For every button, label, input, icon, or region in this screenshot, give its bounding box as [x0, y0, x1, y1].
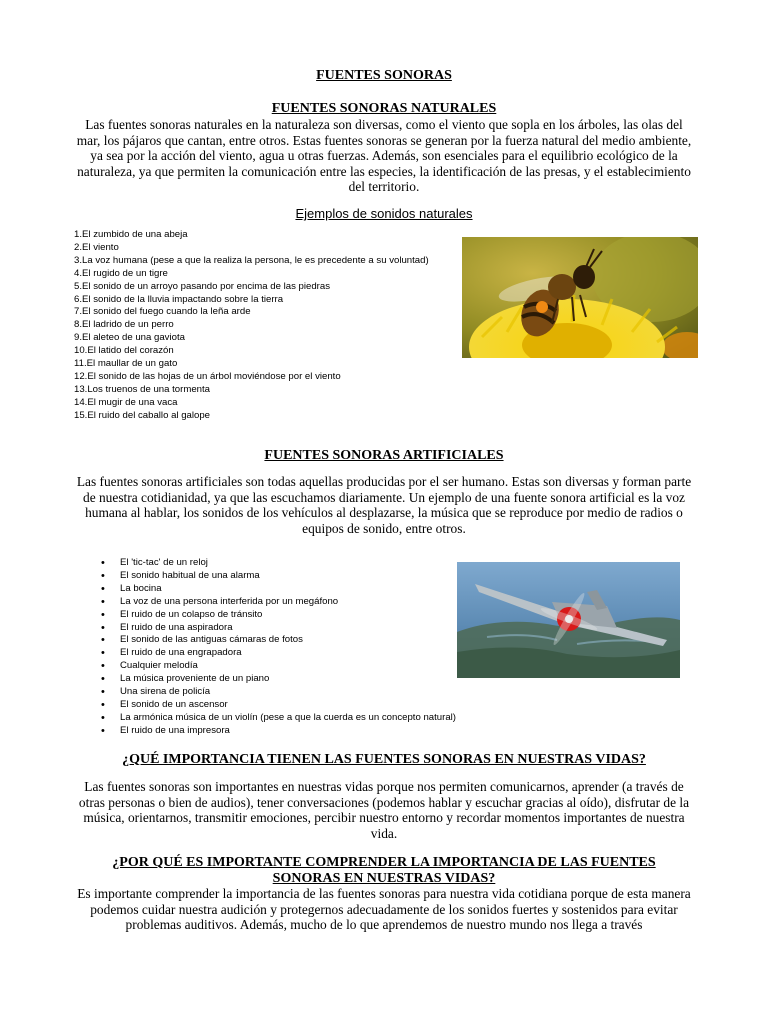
list-item: 10.El latido del corazón	[74, 345, 174, 357]
examples-heading-naturales: Ejemplos de sonidos naturales	[295, 206, 473, 221]
airplane-image	[457, 562, 680, 678]
list-item: • El sonido habitual de una alarma	[120, 570, 520, 583]
list-item: • La voz de una persona interferida por un megáfono	[120, 596, 520, 609]
list-item: 7.El sonido del fuego cuando la leña arde	[74, 306, 251, 318]
list-item: 13.Los truenos de una tormenta	[74, 383, 211, 395]
section-heading-naturales: FUENTES SONORAS NATURALES	[271, 101, 497, 116]
bee-photo	[462, 237, 698, 358]
list-item: 14.El mugir de una vaca	[74, 396, 178, 408]
list-item: 4.El rugido de un tigre	[74, 267, 168, 279]
paragraph-naturales: Las fuentes sonoras naturales en la naturaleza son diversas, como el viento que sopla en los árboles, las olas del mar, los pájaros que cantan, entre otros. Estas fuentes sonoras se generan por la fuerza natural del medio ambiente, ya sea por la acción del viento, agua u otras fuerzas. Además, son esenciales para el equilibrio ecológico de la naturaleza, ya que permiten la comunicación entre las especies, la identificación de las presas, y el establecimiento del territorio.	[76, 117, 692, 194]
section-heading-artificiales: FUENTES SONORAS ARTIFICIALES	[264, 448, 504, 463]
list-item: • Una sirena de policía	[120, 686, 520, 699]
list-item: • El ruido de una engrapadora	[120, 647, 520, 660]
airplane-photo	[457, 562, 680, 678]
list-item: • El sonido de las antiguas cámaras de fotos	[120, 634, 520, 647]
heading-line-1: ¿POR QUÉ ES IMPORTANTE COMPRENDER LA IMPORTANCIA DE LAS FUENTES	[112, 855, 656, 870]
list-item: 12.El sonido de las hojas de un árbol moviéndose por el viento	[74, 370, 341, 382]
list-item: • El ruido de una impresora	[120, 725, 520, 738]
list-item: • El sonido de un ascensor	[120, 699, 520, 712]
list-item: 5.El sonido de un arroyo pasando por encima de las piedras	[74, 280, 330, 292]
list-item: 1.El zumbido de una abeja	[74, 229, 188, 240]
list-item: • Cualquier melodía	[120, 660, 520, 673]
list-item: • El ruido de una aspiradora	[120, 622, 520, 635]
list-item: 9.El aleteo de una gaviota	[74, 332, 185, 344]
list-item: 3.La voz humana (pese a que la realiza la persona, le es precedente a su voluntad)	[74, 254, 429, 266]
bee-on-flower-image	[462, 237, 698, 358]
list-item: 8.El ladrido de un perro	[74, 319, 174, 331]
list-item: 11.El maullar de un gato	[74, 358, 178, 370]
paragraph-artificiales: Las fuentes sonoras artificiales son todas aquellas producidas por el ser humano. Estas son diversas y forman parte de nuestra cotidianidad, ya que las escuchamos diariamente. Un ejemplo de una fuente sonora artificial es la voz humana al hablar, los sonidos de los vehículos al desplazarse, la música que se reproduce por medio de radios o equipos de sonido, entre otros.	[76, 474, 692, 536]
list-item: • La bocina	[120, 583, 520, 596]
paragraph-importancia: Las fuentes sonoras son importantes en nuestras vidas porque nos permiten comunicarnos, aprender (a través de otras personas o bien de audios), tener conversaciones (podemos hablar y escuchar gracias al oído), disfrutar de la música, orientarnos, transmitir emociones, percibir nuestro entorno y recordar momentos importantes de nuestra vida.	[78, 779, 690, 841]
list-item: 15.El ruido del caballo al galope	[74, 409, 211, 421]
section-heading-importancia: ¿QUÉ IMPORTANCIA TIENEN LAS FUENTES SONORAS EN NUESTRAS VIDAS?	[122, 752, 646, 767]
section-heading-comprender	[0, 855, 768, 887]
list-item: 6.El sonido de la lluvia impactando sobre la tierra	[74, 293, 284, 305]
list-item: 2.El viento	[74, 241, 119, 253]
heading-line-2: SONORAS EN NUESTRAS VIDAS?	[272, 871, 496, 886]
page-title: FUENTES SONORAS	[316, 68, 452, 83]
list-item: • El ruido de un colapso de tránsito	[120, 609, 520, 622]
natural-examples-list	[74, 229, 474, 423]
list-item: • La música proveniente de un piano	[120, 673, 520, 686]
paragraph-comprender: Es importante comprender la importancia de las fuentes sonoras para nuestra vida cotidiana porque de esta manera podemos cuidar nuestra audición y protegernos adecuadamente de los sonidos fuertes y sostenidos para evitar problemas auditivos. Además, mucho de lo que aprendemos de nuestro mundo nos llega a través	[77, 886, 691, 932]
list-item: • El 'tic-tac' de un reloj	[120, 557, 520, 570]
list-item: • La armónica música de un violín (pese a que la cuerda es un concepto natural)	[120, 712, 520, 725]
